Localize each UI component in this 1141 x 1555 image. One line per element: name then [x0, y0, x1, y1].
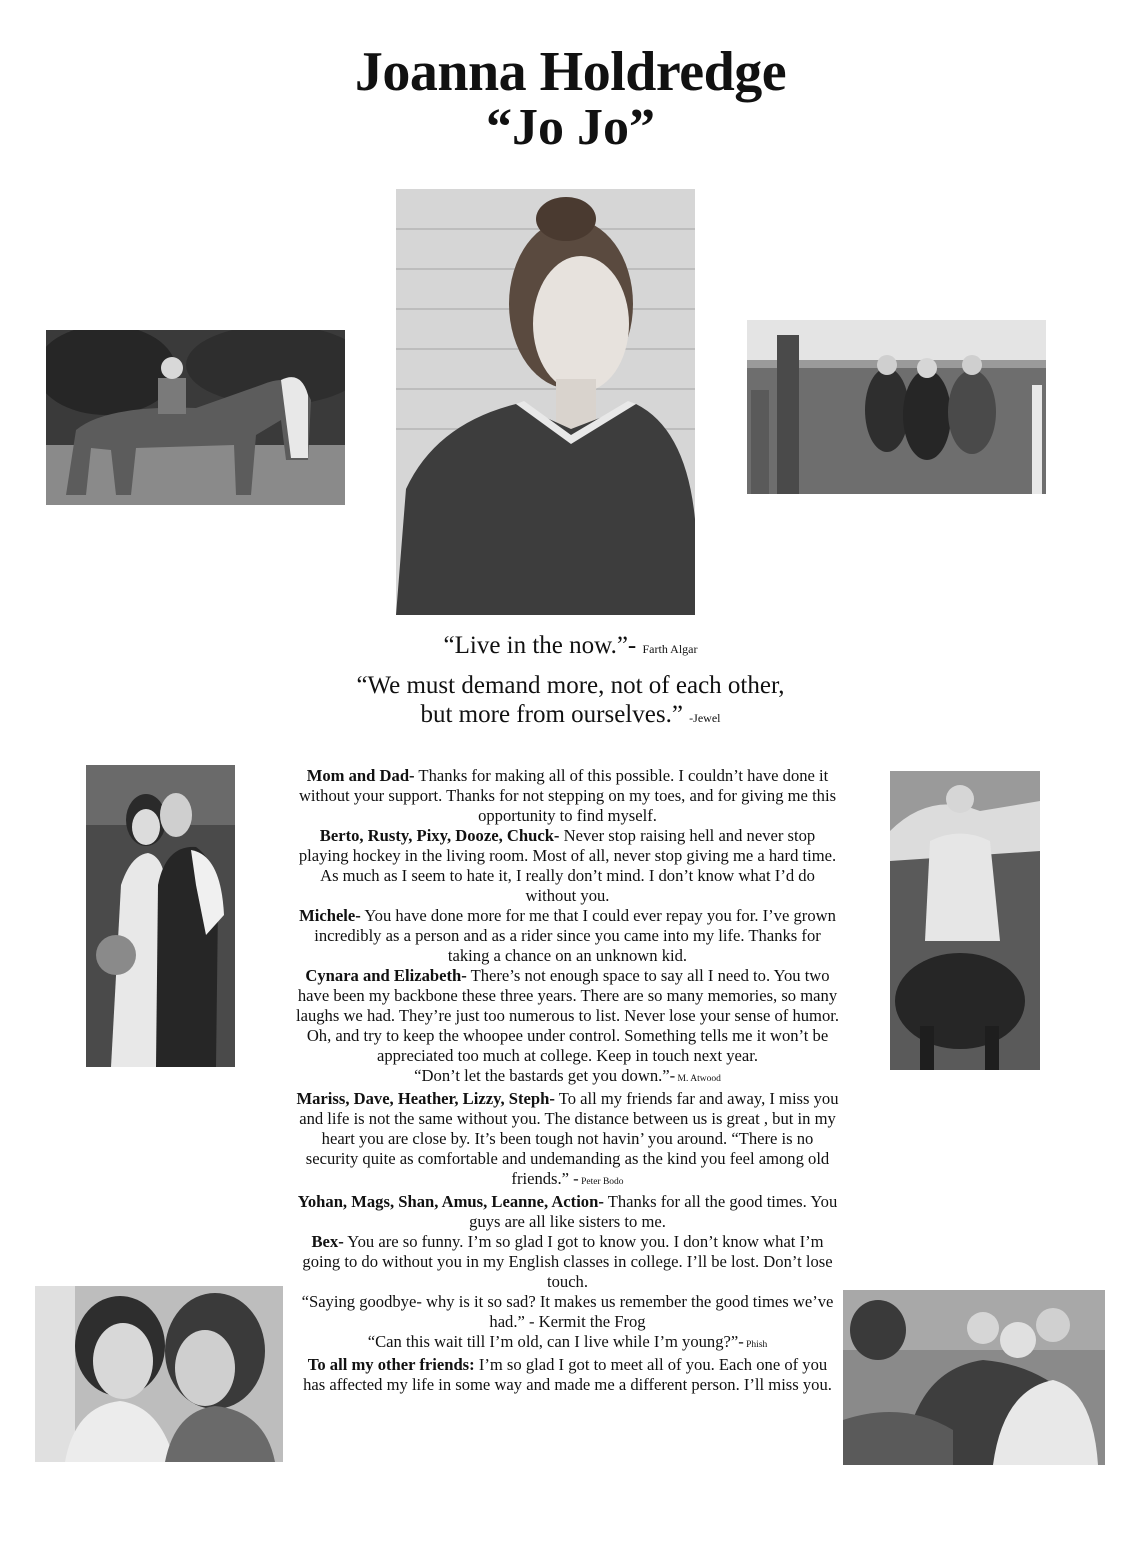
friends-pair-photo	[35, 1286, 283, 1462]
horse-photo-image	[46, 330, 345, 505]
friends-pair-photo-image	[35, 1286, 283, 1462]
portrait-photo-image	[396, 189, 695, 615]
message-quote-phish: “Can this wait till I’m old, can I live while I’m young?”- Phish	[367, 1332, 768, 1351]
quote-demand-more	[0, 671, 1141, 733]
pig-statue-photo	[890, 771, 1040, 1070]
message-quote-atwood: “Don’t let the bastards get you down.”- M. Atwood	[414, 1066, 721, 1085]
portrait-photo	[396, 189, 695, 615]
quote-text: “Live in the now.”-	[443, 632, 637, 659]
quote-attribution: -Jewel	[689, 711, 721, 725]
message-paragraph-parents: Mom and Dad- Thanks for making all of this possible. I couldn’t have done it without your support. Thanks for not stepping on my toes, and for giving me this opportunity to find myself.	[298, 766, 837, 825]
wedding-photo	[86, 765, 235, 1067]
message-block	[295, 766, 840, 1395]
message-paragraph-cynara-elizabeth: Cynara and Elizabeth- There’s not enough space to say all I need to. You two have been my backbone these three years. There are so many memories, so many laughs we had. They’re just too numerous to list. Never lose your sense of humor. Oh, and try to keep the whoopee under control. Something tells me it won’t be appreciated too much at college. Keep in touch next year.	[295, 966, 840, 1065]
quote-line: but more from ourselves.” -Jewel	[420, 701, 721, 728]
harbor-photo-image	[747, 320, 1046, 494]
message-paragraph-sisters: Yohan, Mags, Shan, Amus, Leanne, Action- Thanks for all the good times. You guys are all like sisters to me.	[297, 1192, 838, 1231]
message-paragraph-michele: Michele- You have done more for me that I could ever repay you for. I’ve grown incredibly as a person and as a rider since you came into my life. Thanks for taking a chance on an unknown kid.	[299, 906, 836, 965]
message-paragraph-brothers: Berto, Rusty, Pixy, Dooze, Chuck- Never stop raising hell and never stop playing hockey in the living room. Most of all, never stop giving me a hard time. As much as I seem to hate it, I really don’t mind. I don’t know what I’d do without you.	[298, 826, 837, 905]
message-paragraph-other-friends: To all my other friends: I’m so glad I got to meet all of you. Each one of you has affected my life in some way and made me a different person. I’ll miss you.	[303, 1355, 832, 1394]
quote-line: “We must demand more, not of each other,	[356, 672, 785, 699]
quote-live-in-the-now	[0, 631, 1141, 664]
harbor-photo	[747, 320, 1046, 494]
group-floor-photo-image	[843, 1290, 1105, 1465]
pig-statue-photo-image	[890, 771, 1040, 1070]
message-paragraph-far-friends: Mariss, Dave, Heather, Lizzy, Steph- To all my friends far and away, I miss you and life is not the same without you. The distance between us is great , but in my heart you are close by. It’s been tough not havin’ you around. “There is no security quite as comfortable and undemanding as the kind you feel among old friends.” - Peter Bodo	[296, 1089, 839, 1188]
message-quote-kermit: “Saying goodbye- why is it so sad? It makes us remember the good times we’ve had.” - Kermit the Frog	[301, 1292, 834, 1331]
student-nickname: “Jo Jo”	[486, 99, 655, 156]
wedding-photo-image	[86, 765, 235, 1067]
message-paragraph-bex: Bex- You are so funny. I’m so glad I got to know you. I don’t know what I’m going to do without you in my English classes in college. I’ll be lost. Don’t lose touch.	[302, 1232, 833, 1291]
student-name: Joanna Holdredge	[354, 41, 787, 103]
horse-photo	[46, 330, 345, 505]
quote-attribution: Farth Algar	[642, 642, 698, 656]
group-floor-photo	[843, 1290, 1105, 1465]
